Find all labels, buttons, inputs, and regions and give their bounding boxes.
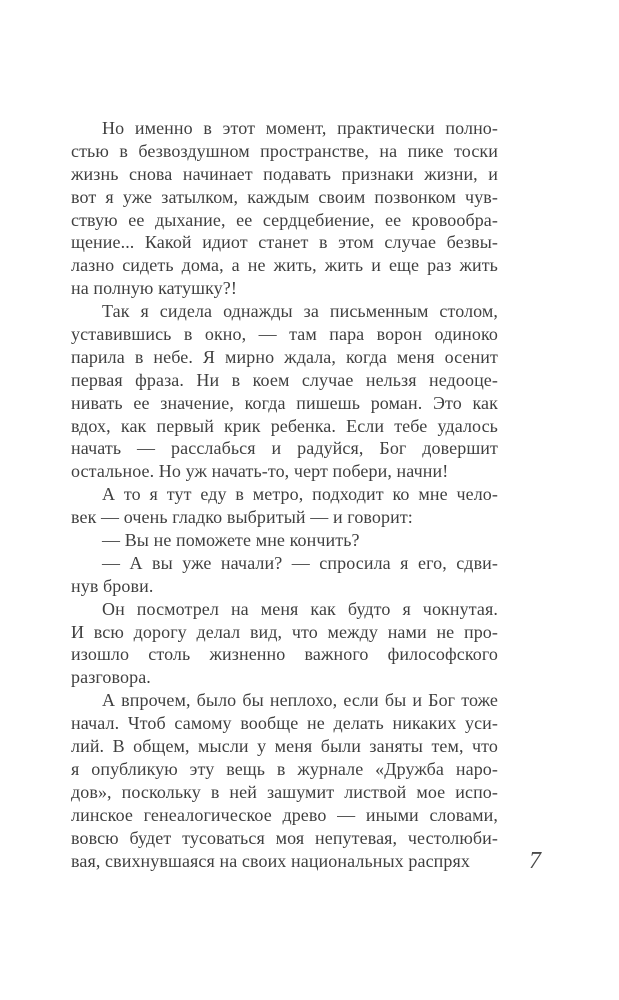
text-line: Он посмотрел на меня как будто я чокнутая. [102,598,498,619]
text-line: вдох, как первый крик ребенка. Если тебе удалось [71,415,498,436]
text-line: нув брови. [71,575,154,596]
text-line: — А вы уже начали? — спросила я его, сдви- [102,552,498,573]
text-line: щение... Какой идиот станет в этом случае безвы- [71,232,498,253]
text-line: — Вы не поможете мне кончить? [102,530,360,551]
text-block [71,117,498,872]
text-line: я опубликую эту вещь в журнале «Дружба наро- [71,758,498,779]
text-line: начал. Чтоб самому вообще не делать никаких уси- [71,713,498,734]
text-line: разговора. [71,667,151,688]
text-line: лий. В общем, мысли у меня были заняты тем, что [71,736,498,757]
page-number: 7 [529,848,541,874]
text-line: Так я сидела однажды за письменным столом, [102,301,498,322]
text-line: А впрочем, было бы неплохо, если бы и Бог тоже [102,690,498,711]
text-line: изошло столь жизненно важного философского [71,644,498,665]
text-line: парила в небе. Я мирно ждала, когда меня осенит [71,346,498,367]
text-line: начать — расслабься и радуйся, Бог довершит [71,438,498,459]
text-line: Но именно в этот момент, практически полно- [102,118,498,138]
text-line: жизнь снова начинает подавать признаки жизни, и [71,163,498,184]
text-line: первая фраза. Ни в коем случае нельзя недооце- [71,369,498,390]
text-line: век — очень гладко выбритый — и говорит: [71,507,413,528]
text-line: остальное. Но уж начать-то, черт побери, начни! [71,461,449,482]
text-line: вовсю будет тусоваться моя непутевая, честолюби- [71,827,498,848]
text-line: линское генеалогическое древо — иными словами, [71,804,498,825]
text-line: на полную катушку?! [71,278,237,299]
text-line: И всю дорогу делал вид, что между нами не про- [71,621,498,642]
text-line: уставившись в окно, — там пара ворон одиноко [71,324,498,345]
text-line: вая, свихнувшаяся на своих национальных распрях [71,850,470,871]
text-line: А то я тут еду в метро, подходит ко мне чело- [102,484,498,505]
text-line: дов», поскольку в ней зашумит листвой мое испо- [71,781,498,802]
text-line: стью в безвоздушном пространстве, на пике тоски [71,140,498,161]
text-line: ствую ее дыхание, ее сердцебиение, ее кровообра- [71,209,498,230]
text-line: вот я уже затылком, каждым своим позвонком чув- [71,186,498,207]
text-line: лазно сидеть дома, а не жить, жить и еще раз жить [71,255,498,276]
text-line: нивать ее значение, когда пишешь роман. Это как [71,392,498,413]
